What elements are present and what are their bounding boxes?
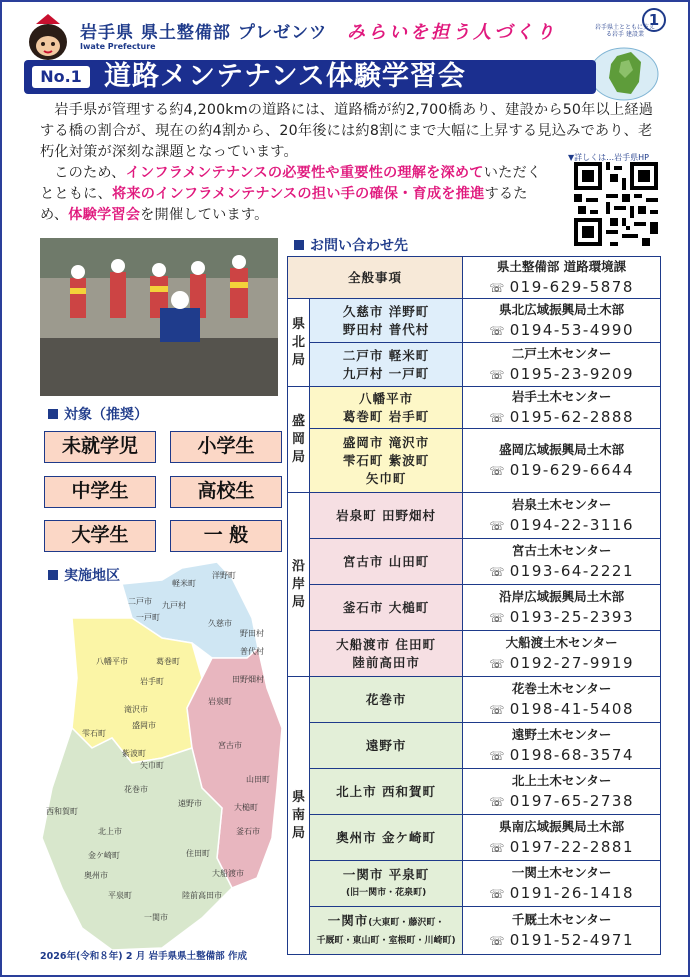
map-label: 盛岡市: [132, 721, 156, 730]
table-row: [288, 631, 661, 677]
qr-code-icon[interactable]: [574, 162, 658, 246]
intro-highlight-2: 将来のインフラメンテナンスの担い手の確保・育成を推進: [111, 186, 485, 202]
logo-text: 岩手県土とともに支える岩手 建設業: [594, 24, 655, 38]
phone: [463, 653, 660, 674]
office-cell: [463, 299, 661, 343]
map-label: 宮古市: [218, 741, 242, 750]
office-name: 沿岸広域振興局土木部: [499, 589, 625, 604]
phone-number: 0195-23-9209: [509, 365, 635, 383]
map-label: 矢巾町: [140, 761, 164, 770]
office-name: 岩手土木センター: [511, 389, 612, 404]
map-label: 岩手町: [140, 677, 164, 686]
phone-number: 0191-52-4971: [509, 931, 635, 949]
phone: [463, 364, 660, 385]
phone: [463, 883, 660, 904]
map-label: 滝沢市: [124, 705, 148, 714]
phone-icon: ☏: [489, 611, 506, 625]
qr-label: ▼詳しくは…岩手県HP: [568, 153, 649, 162]
office-cell: [463, 343, 661, 387]
municipality-cell: 二戸市 軽米町 九戸村 一戸町: [309, 343, 462, 387]
map-label: 大槌町: [234, 803, 258, 812]
general-office: [463, 257, 661, 299]
intro-text: [40, 100, 660, 226]
target-elementary: 小学生: [170, 431, 282, 463]
phone-number: 0198-41-5408: [509, 700, 635, 718]
office-name: 二戸土木センター: [511, 346, 612, 361]
table-row: [288, 907, 661, 955]
intro-text-g: を開催しています。: [140, 207, 269, 223]
office-cell: [463, 429, 661, 493]
table-row: [288, 815, 661, 861]
bullet-square-icon: [294, 240, 304, 250]
office-name: 宮古土木センター: [511, 543, 612, 558]
municipality-cell: 大船渡市 住田町 陸前高田市: [309, 631, 462, 677]
municipality-cell: 一関市 平泉町 (旧一関市・花泉町): [309, 861, 462, 907]
table-row: [288, 677, 661, 723]
phone-icon: ☏: [489, 795, 506, 809]
phone: [463, 745, 660, 766]
phone-number: 0195-62-2888: [509, 408, 635, 426]
phone: [463, 277, 660, 298]
municipality-cell: 八幡平市 葛巻町 岩手町: [309, 387, 462, 429]
phone: [463, 607, 660, 628]
map-label: 久慈市: [208, 619, 232, 628]
intro-text-e: するため、: [40, 186, 528, 223]
phone-icon: ☏: [489, 281, 506, 295]
office-name: 盛岡広域振興局土木部: [499, 442, 625, 457]
municipality-cell: 遠野市: [309, 723, 462, 769]
intro-paragraph-1: 岩手県が管理する約4,200kmの道路には、道路橋が約2,700橋あり、建設から50年以上経過する橋の割合が、現在の約4割から、20年後には約8割にまで大幅に上昇する見込みであり、老朽化対策が深刻な課題となっています。: [40, 102, 654, 160]
region-name: 県 南 局: [288, 677, 310, 955]
map-label: 山田町: [246, 775, 270, 784]
intro-highlight-3: 体験学習会: [68, 207, 141, 223]
office-cell: [463, 539, 661, 585]
bullet-square-icon: [48, 409, 58, 419]
pref-en-label: Iwate Prefecture: [80, 42, 156, 51]
intro-text-c: いただくとともに、: [40, 165, 542, 202]
phone-number: 0197-65-2738: [509, 792, 635, 810]
office-cell: [463, 493, 661, 539]
municipality-cell: 盛岡市 滝沢市 雫石町 紫波町 矢巾町: [309, 429, 462, 493]
map-label: 葛巻町: [156, 657, 180, 666]
region-name: 県 北 局: [288, 299, 310, 387]
municipality-cell: 花巻市: [309, 677, 462, 723]
phone: [463, 930, 660, 951]
office-cell: [463, 815, 661, 861]
contact-heading-label: お問い合わせ先: [310, 238, 408, 254]
map-label: 陸前高田市: [182, 891, 222, 900]
intro-highlight-1: インフラメンテナンスの必要性や重要性の理解を深めて: [125, 165, 484, 181]
phone-number: 0197-22-2881: [509, 838, 635, 856]
municipality-cell: 岩泉町 田野畑村: [309, 493, 462, 539]
office-name: 遠野土木センター: [511, 727, 612, 742]
table-row: [288, 585, 661, 631]
region-name: 沿 岸 局: [288, 493, 310, 677]
table-row: [288, 539, 661, 585]
map-label: 普代村: [240, 647, 264, 656]
phone-number: 0191-26-1418: [509, 884, 635, 902]
contact-table: [287, 256, 661, 299]
phone-number: 0194-53-4990: [509, 321, 635, 339]
table-row: [288, 343, 661, 387]
office-cell: [463, 631, 661, 677]
office-cell: [463, 861, 661, 907]
office-cell: [463, 907, 661, 955]
map-label: 釜石市: [236, 827, 260, 836]
title-bar: [24, 60, 596, 94]
office-name: 花巻土木センター: [511, 681, 612, 696]
map-label: 遠野市: [178, 799, 202, 808]
office-name: 大船渡土木センター: [505, 635, 618, 650]
header-slogan: みらいを担う人づくり: [347, 22, 557, 43]
municipality-cell: 宮古市 山田町: [309, 539, 462, 585]
municipality-cell: 奥州市 金ケ崎町: [309, 815, 462, 861]
iwate-area-map: [32, 558, 292, 956]
phone: [463, 561, 660, 582]
office-name: 県北広域振興局土木部: [499, 302, 625, 317]
phone: [463, 699, 660, 720]
office-name: 一関土木センター: [511, 865, 612, 880]
phone-icon: ☏: [489, 324, 506, 338]
target-junior-high: 中学生: [44, 476, 156, 508]
phone-number: 0194-22-3116: [509, 516, 635, 534]
target-high-school: 高校生: [170, 476, 282, 508]
office-cell: [463, 769, 661, 815]
office-cell: [463, 585, 661, 631]
table-row: [288, 387, 661, 429]
phone-icon: ☏: [489, 657, 506, 671]
office-cell: [463, 387, 661, 429]
target-heading: [48, 404, 148, 424]
map-label: 西和賀町: [46, 807, 78, 816]
map-label: 紫波町: [122, 749, 146, 758]
map-label: 一関市: [144, 913, 168, 922]
field-photo: [40, 238, 278, 396]
phone: [463, 460, 660, 481]
contact-heading: [294, 235, 408, 255]
table-row: [288, 493, 661, 539]
target-university: 大学生: [44, 520, 156, 552]
header: [22, 8, 662, 68]
phone-icon: ☏: [489, 519, 506, 533]
page-title: 道路メンテナンス体験学習会: [104, 61, 466, 92]
map-label: 住田町: [186, 849, 210, 858]
region-table: [287, 298, 661, 955]
map-label: 野田村: [240, 629, 264, 638]
office-name: 北上土木センター: [511, 773, 612, 788]
phone-number: 0193-25-2393: [509, 608, 635, 626]
phone-icon: ☏: [489, 411, 506, 425]
phone: [463, 320, 660, 341]
intro-paragraph-2: [40, 163, 552, 226]
map-label: 田野畑村: [232, 675, 264, 684]
area-heading-label: 実施地区: [64, 568, 120, 584]
municipality-cell: 久慈市 洋野町 野田村 普代村: [309, 299, 462, 343]
table-row: [288, 257, 661, 299]
table-row: [288, 769, 661, 815]
iwate-logo: [587, 22, 662, 102]
table-row: [288, 299, 661, 343]
office-cell: [463, 677, 661, 723]
map-label: 北上市: [98, 827, 122, 836]
office-name: 県南広域振興局土木部: [499, 819, 625, 834]
phone-icon: ☏: [489, 749, 506, 763]
office-cell: [463, 723, 661, 769]
map-label: 花巻市: [124, 785, 148, 794]
phone-number: 019-629-5878: [509, 278, 634, 296]
map-label: 岩泉町: [208, 697, 232, 706]
region-name: 盛 岡 局: [288, 387, 310, 493]
phone-number: 0192-27-9919: [509, 654, 635, 672]
title-number: No.1: [32, 66, 90, 88]
phone-icon: ☏: [489, 368, 506, 382]
phone-number: 0193-64-2221: [509, 562, 635, 580]
map-label: 洋野町: [212, 571, 236, 580]
phone-icon: ☏: [489, 703, 506, 717]
municipality-cell: 一関市(大東町・藤沢町・ 千厩町・東山町・室根町・川崎町): [309, 907, 462, 955]
map-label: 大船渡市: [212, 869, 244, 878]
mascot-icon: [26, 12, 70, 62]
office-name: 岩泉土木センター: [511, 497, 612, 512]
target-preschool: 未就学児: [44, 431, 156, 463]
target-heading-label: 対象（推奨）: [64, 407, 148, 423]
target-general: 一 般: [170, 520, 282, 552]
map-label: 平泉町: [108, 891, 132, 900]
map-label: 雫石町: [82, 729, 106, 738]
phone-icon: ☏: [489, 841, 506, 855]
map-label: 金ケ崎町: [88, 851, 120, 860]
page-number: 1: [642, 8, 666, 32]
phone: [463, 791, 660, 812]
municipality-cell: 北上市 西和賀町: [309, 769, 462, 815]
phone-number: 019-629-6644: [509, 461, 635, 479]
map-label: 二戸市: [128, 597, 152, 606]
phone: [463, 837, 660, 858]
footer-credit: 2026年(令和８年) 2 月 岩手県県土整備部 作成: [40, 951, 247, 962]
phone-icon: ☏: [489, 464, 506, 478]
table-row: [288, 429, 661, 493]
office-name: 県土整備部 道路環境課: [496, 259, 627, 274]
general-area: 全般事項: [288, 257, 463, 299]
header-subtitle: 岩手県 県土整備部 プレゼンツ: [80, 23, 328, 43]
map-label: 九戸村: [162, 601, 186, 610]
map-label: 軽米町: [172, 579, 196, 588]
phone-icon: ☏: [489, 887, 506, 901]
municipality-cell: 釜石市 大槌町: [309, 585, 462, 631]
phone-icon: ☏: [489, 565, 506, 579]
table-row: [288, 723, 661, 769]
map-label: 八幡平市: [96, 657, 128, 666]
map-label: 奥州市: [84, 871, 108, 880]
office-name: 千厩土木センター: [511, 912, 612, 927]
phone: [463, 515, 660, 536]
phone: [463, 407, 660, 428]
phone-number: 0198-68-3574: [509, 746, 635, 764]
intro-text-a: このため、: [54, 165, 126, 181]
map-label: 一戸町: [136, 613, 160, 622]
phone-icon: ☏: [489, 934, 506, 948]
table-row: [288, 861, 661, 907]
